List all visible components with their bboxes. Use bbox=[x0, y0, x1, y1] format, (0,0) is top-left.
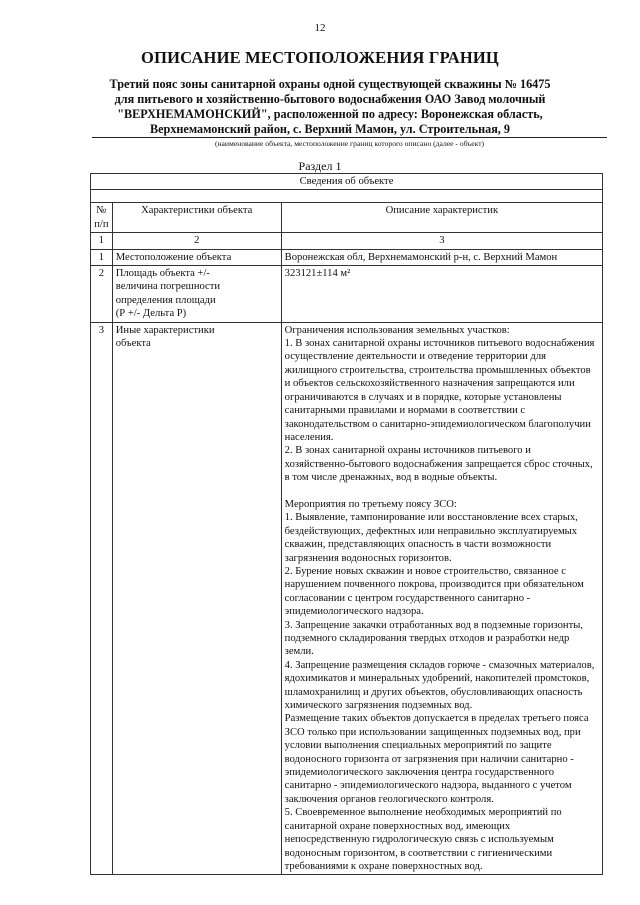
column-header-number: № п/п bbox=[91, 203, 113, 233]
column-number-1: 1 bbox=[91, 233, 113, 249]
page-number: 12 bbox=[314, 22, 326, 34]
table-spacer bbox=[91, 190, 603, 203]
subtitle-line-1: Третий пояс зоны санитарной охраны одной существующей скважины № 16475 bbox=[109, 77, 551, 91]
table-header: Сведения об объекте bbox=[91, 174, 603, 190]
document-title: ОПИСАНИЕ МЕСТОПОЛОЖЕНИЯ ГРАНИЦ bbox=[141, 48, 499, 67]
row-description: Воронежская обл, Верхнемамонский р-н, с. Верхний Мамон bbox=[281, 249, 602, 265]
row-characteristic: Местоположение объекта bbox=[112, 249, 281, 265]
column-header-characteristic: Характеристики объекта bbox=[112, 203, 281, 233]
subtitle-note: (наименование объекта, местоположение границ которого описано (далее - объект) bbox=[214, 139, 485, 148]
row-characteristic: Иные характеристики объекта bbox=[112, 322, 281, 875]
table-row bbox=[91, 266, 603, 323]
column-header-description: Описание характеристик bbox=[281, 203, 602, 233]
subtitle-underline bbox=[92, 137, 607, 138]
subtitle-line-3: "ВЕРХНЕМАМОНСКИЙ", расположенной по адресу: Воронежская область, bbox=[117, 107, 543, 121]
row-number: 3 bbox=[91, 322, 113, 875]
table-header-row bbox=[91, 174, 603, 190]
object-info-table bbox=[90, 173, 603, 875]
table-row bbox=[91, 249, 603, 265]
column-header-row bbox=[91, 203, 603, 233]
row-description: Ограничения использования земельных участков: 1. В зонах санитарной охраны источников питьевого водоснабжения осуществление деятельности и отведение территории для жилищного строительства, строительства промышленных объектов и объектов сельскохозяйственного назначения запрещаются или ограничиваются в случаях и в порядке, которые установлены санитарными правилами и нормами в соответствии с законодательством о санитарно-эпидемиологическом благополучии населения. 2. В зонах санитарной охраны источников питьевого и хозяйственно-бытового водоснабжения запрещается сброс сточных, в том числе дренажных, вод в водные объекты. Мероприятия по третьему поясу ЗСО: 1. Выявление, тампонирование или восстановление всех старых, бездействующих, дефектных или неправильно эксплуатируемых скважин, представляющих опасность в части возможности загрязнения водоносных горизонтов. 2. Бурение новых скважин и новое строительство, связанное с нарушением почвенного покрова, производится при обязательном согласовании с центром государственного санитарно - эпидемиологического надзора. 3. Запрещение закачки отработанных вод в подземные горизонты, подземного складирования твердых отходов и разработки недр земли. 4. Запрещение размещения складов горюче - смазочных материалов, ядохимикатов и минеральных удобрений, накопителей промстоков, шламохранилищ и других объектов, обусловливающих опасность химического загрязнения подземных вод. Размещение таких объектов допускается в пределах третьего пояса ЗСО только при использовании защищенных подземных вод, при условии выполнения специальных мероприятий по защите водоносного горизонта от загрязнения при наличии санитарно - эпидемиологического заключения центра государственного санитарно - эпидемиологического надзора, выданного с учетом заключения органов геологического контроля. 5. Своевременное выполнение необходимых мероприятий по санитарной охране поверхностных вод, имеющих непосредственную гидрологическую связь с используемым водоносным горизонтом, в соответствии с гигиеническими требованиями к охране поверхностных вод. bbox=[281, 322, 602, 875]
column-number-row bbox=[91, 233, 603, 249]
row-characteristic: Площадь объекта +/- величина погрешности определения площади (Р +/- Дельта Р) bbox=[112, 266, 281, 323]
table-row bbox=[91, 322, 603, 875]
row-description bbox=[281, 266, 602, 323]
subtitle-line-4: Верхнемамонский район, с. Верхний Мамон, ул. Строительная, 9 bbox=[150, 122, 510, 136]
row-number: 1 bbox=[91, 249, 113, 265]
section-label: Раздел 1 bbox=[298, 159, 342, 173]
column-number-3: 3 bbox=[281, 233, 602, 249]
document-subtitle bbox=[95, 77, 565, 137]
subtitle-line-2: для питьевого и хозяйственно-бытового водоснабжения ОАО Завод молочный bbox=[114, 92, 546, 106]
area-value: 323121±114 м² bbox=[284, 268, 351, 280]
column-number-2: 2 bbox=[112, 233, 281, 249]
row-number: 2 bbox=[91, 266, 113, 323]
table-spacer-row bbox=[91, 190, 603, 203]
